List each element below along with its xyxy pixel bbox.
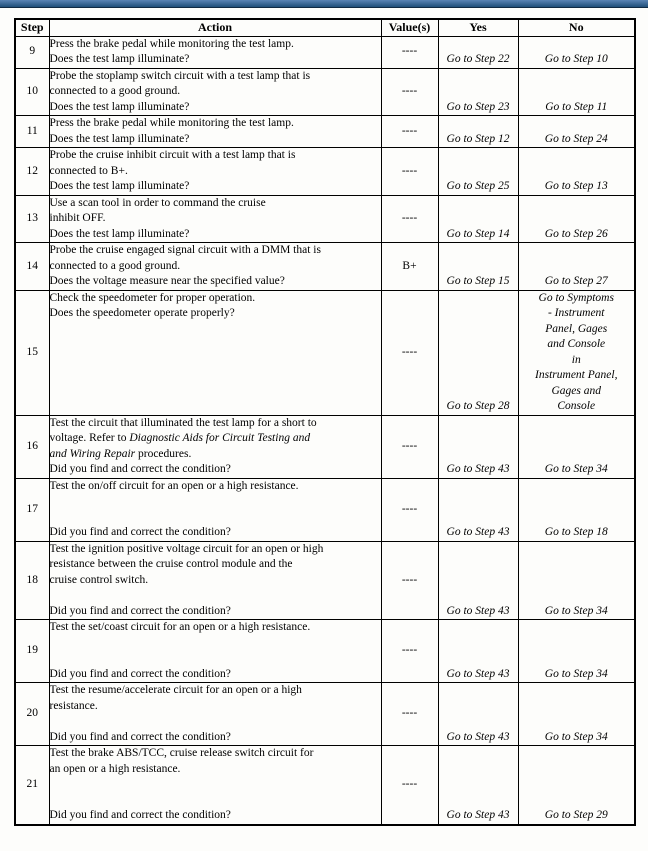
yes-cell: Go to Step 43 bbox=[438, 620, 518, 683]
action-cell: Test the set/coast circuit for an open or a high resistance. Did you find and correct the condition? bbox=[49, 620, 381, 683]
table-row bbox=[15, 68, 635, 116]
yes-cell: Go to Step 43 bbox=[438, 746, 518, 825]
action-cell: Test the brake ABS/TCC, cruise release switch circuit for an open or a high resistance. Did you find and correct the condition? bbox=[49, 746, 381, 825]
action-cell: Press the brake pedal while monitoring the test lamp. Does the test lamp illuminate? bbox=[49, 36, 381, 68]
no-cell: Go to Step 34 bbox=[518, 683, 635, 746]
action-cell: Probe the cruise engaged signal circuit with a DMM that is connected to a good ground. Does the voltage measure near the specified value? bbox=[49, 243, 381, 291]
action-cell: Use a scan tool in order to command the cruise inhibit OFF. Does the test lamp illuminate? bbox=[49, 195, 381, 243]
no-cell: Go to Step 18 bbox=[518, 478, 635, 541]
yes-cell: Go to Step 43 bbox=[438, 478, 518, 541]
step-number: 20 bbox=[15, 683, 49, 746]
value-cell: B+ bbox=[381, 243, 438, 291]
table-row bbox=[15, 195, 635, 243]
step-number: 19 bbox=[15, 620, 49, 683]
step-number: 12 bbox=[15, 148, 49, 196]
value-cell: ---- bbox=[381, 683, 438, 746]
no-cell: Go to Step 34 bbox=[518, 415, 635, 478]
header-step: Step bbox=[15, 19, 49, 36]
yes-cell: Go to Step 14 bbox=[438, 195, 518, 243]
value-cell: ---- bbox=[381, 541, 438, 620]
no-cell: Go to Step 10 bbox=[518, 36, 635, 68]
yes-cell: Go to Step 43 bbox=[438, 683, 518, 746]
step-number: 21 bbox=[15, 746, 49, 825]
header-value: Value(s) bbox=[381, 19, 438, 36]
step-number: 10 bbox=[15, 68, 49, 116]
value-cell: ---- bbox=[381, 116, 438, 148]
action-cell: Check the speedometer for proper operation. Does the speedometer operate properly? bbox=[49, 290, 381, 415]
action-cell: Test the circuit that illuminated the test lamp for a short to voltage. Refer to Diagnostic Aids for Circuit Testing and and Wiring Repair procedures. Did you find and correct the condition? bbox=[49, 415, 381, 478]
value-cell: ---- bbox=[381, 195, 438, 243]
step-number: 17 bbox=[15, 478, 49, 541]
table-row bbox=[15, 290, 635, 415]
value-cell: ---- bbox=[381, 415, 438, 478]
step-number: 18 bbox=[15, 541, 49, 620]
action-cell: Test the resume/accelerate circuit for an open or a high resistance. Did you find and correct the condition? bbox=[49, 683, 381, 746]
no-cell: Go to Step 11 bbox=[518, 68, 635, 116]
table-row bbox=[15, 243, 635, 291]
yes-cell: Go to Step 15 bbox=[438, 243, 518, 291]
action-cell: Press the brake pedal while monitoring the test lamp. Does the test lamp illuminate? bbox=[49, 116, 381, 148]
no-cell: Go to Step 27 bbox=[518, 243, 635, 291]
value-cell: ---- bbox=[381, 290, 438, 415]
action-cell: Test the on/off circuit for an open or a high resistance. Did you find and correct the condition? bbox=[49, 478, 381, 541]
no-cell: Go to Symptoms - Instrument Panel, Gages and Console in Instrument Panel, Gages and Console bbox=[518, 290, 635, 415]
no-cell: Go to Step 26 bbox=[518, 195, 635, 243]
value-cell: ---- bbox=[381, 746, 438, 825]
action-cell: Probe the stoplamp switch circuit with a test lamp that is connected to a good ground. Does the test lamp illuminate? bbox=[49, 68, 381, 116]
table-row bbox=[15, 116, 635, 148]
table-header-row bbox=[15, 19, 635, 36]
yes-cell: Go to Step 43 bbox=[438, 415, 518, 478]
table-row bbox=[15, 148, 635, 196]
yes-cell: Go to Step 43 bbox=[438, 541, 518, 620]
yes-cell: Go to Step 25 bbox=[438, 148, 518, 196]
value-cell: ---- bbox=[381, 620, 438, 683]
yes-cell: Go to Step 23 bbox=[438, 68, 518, 116]
step-number: 15 bbox=[15, 290, 49, 415]
no-cell: Go to Step 13 bbox=[518, 148, 635, 196]
no-cell: Go to Step 34 bbox=[518, 620, 635, 683]
value-cell: ---- bbox=[381, 36, 438, 68]
table-row bbox=[15, 478, 635, 541]
step-number: 9 bbox=[15, 36, 49, 68]
step-number: 16 bbox=[15, 415, 49, 478]
step-number: 14 bbox=[15, 243, 49, 291]
no-cell: Go to Step 34 bbox=[518, 541, 635, 620]
table-row bbox=[15, 620, 635, 683]
step-number: 11 bbox=[15, 116, 49, 148]
table-row bbox=[15, 683, 635, 746]
no-cell: Go to Step 29 bbox=[518, 746, 635, 825]
table-row bbox=[15, 415, 635, 478]
yes-cell: Go to Step 28 bbox=[438, 290, 518, 415]
table-body bbox=[15, 36, 635, 825]
table-row bbox=[15, 541, 635, 620]
value-cell: ---- bbox=[381, 148, 438, 196]
header-yes: Yes bbox=[438, 19, 518, 36]
yes-cell: Go to Step 12 bbox=[438, 116, 518, 148]
value-cell: ---- bbox=[381, 478, 438, 541]
header-action: Action bbox=[49, 19, 381, 36]
no-cell: Go to Step 24 bbox=[518, 116, 635, 148]
diagnostic-table bbox=[14, 18, 636, 826]
header-no: No bbox=[518, 19, 635, 36]
value-cell: ---- bbox=[381, 68, 438, 116]
yes-cell: Go to Step 22 bbox=[438, 36, 518, 68]
step-number: 13 bbox=[15, 195, 49, 243]
table-row bbox=[15, 36, 635, 68]
table-row bbox=[15, 746, 635, 825]
window-top-bar bbox=[0, 0, 648, 8]
action-cell: Probe the cruise inhibit circuit with a test lamp that is connected to B+. Does the test lamp illuminate? bbox=[49, 148, 381, 196]
action-cell: Test the ignition positive voltage circuit for an open or high resistance between the cruise control module and the cruise control switch. Did you find and correct the condition? bbox=[49, 541, 381, 620]
